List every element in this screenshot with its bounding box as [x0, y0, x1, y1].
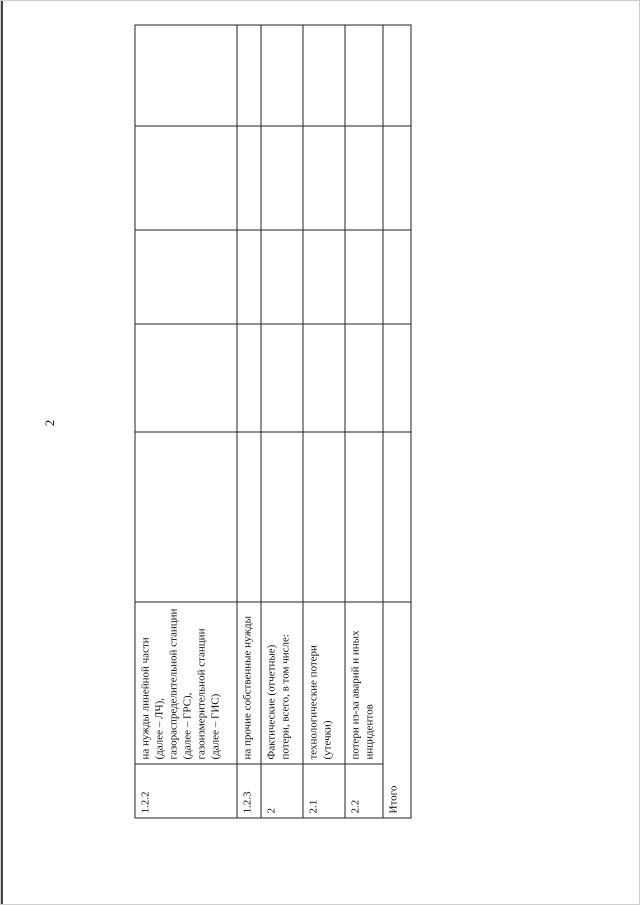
row-name-line: (далее – ЛЧ), [153, 697, 166, 760]
data-cell [345, 230, 383, 324]
row-name-cell [345, 602, 383, 764]
data-cell [345, 324, 383, 432]
data-cell [345, 25, 383, 126]
data-cell [345, 126, 383, 230]
data-cell [237, 25, 261, 126]
data-cell [303, 126, 345, 230]
row-name-cell [261, 602, 303, 764]
table-row [135, 25, 237, 818]
row-name-line: потери, всего, в том числе: [279, 634, 292, 760]
data-cell [237, 230, 261, 324]
table-row [303, 25, 345, 818]
row-name-cell [237, 602, 261, 764]
row-name-cell [135, 602, 237, 764]
data-cell [135, 25, 237, 126]
data-cell [135, 324, 237, 432]
data-cell [383, 230, 411, 324]
data-cell [261, 432, 303, 602]
rotated-table-wrapper [135, 26, 411, 819]
data-cell [237, 432, 261, 602]
data-cell [303, 324, 345, 432]
row-name-cell [303, 602, 345, 764]
total-label: Итого [387, 785, 400, 814]
row-name-line: (далее – ГИС) [209, 693, 222, 760]
data-cell [303, 432, 345, 602]
row-name-line: газоизмерительной станции [195, 628, 208, 760]
data-cell [383, 324, 411, 432]
row-number-cell [303, 764, 345, 818]
data-cell [383, 126, 411, 230]
row-number: 2.1 [307, 799, 320, 814]
row-name-line: газораспределительной станции [167, 608, 180, 760]
data-cell [237, 324, 261, 432]
row-number: 1.2.3 [241, 791, 254, 814]
row-number-cell [261, 764, 303, 818]
table-row [237, 25, 261, 818]
data-cell [383, 25, 411, 126]
table-row-total [383, 25, 411, 818]
data-cell [135, 432, 237, 602]
row-number: 2.2 [349, 799, 362, 814]
scan-edge [0, 0, 3, 905]
row-name-line: Фактические (отчетные) [265, 644, 278, 760]
row-number: 1.2.2 [139, 791, 152, 814]
data-cell [261, 25, 303, 126]
row-name-line: потери из-за аварий и иных [349, 630, 362, 760]
row-name-line: на прочие собственные нужды [241, 616, 254, 760]
row-number: 2 [265, 808, 278, 814]
row-name-line: (далее – ГРС), [181, 692, 194, 760]
row-number-cell [345, 764, 383, 818]
total-label-cell [383, 602, 411, 818]
row-number-cell [237, 764, 261, 818]
page-number: 2 [42, 419, 57, 427]
table-row [345, 25, 383, 818]
data-cell [261, 230, 303, 324]
data-cell [303, 25, 345, 126]
data-cell [261, 324, 303, 432]
data-cell [303, 230, 345, 324]
data-cell [345, 432, 383, 602]
row-number-cell [135, 764, 237, 818]
row-name-line: на нужды линейной части [139, 637, 152, 760]
losses-table [135, 25, 412, 819]
data-cell [237, 126, 261, 230]
data-cell [135, 126, 237, 230]
table-row [261, 25, 303, 818]
data-cell [261, 126, 303, 230]
row-name-line: (утечки) [321, 720, 334, 760]
data-cell [135, 230, 237, 324]
data-cell [383, 432, 411, 602]
row-name-line: инцидентов [363, 704, 376, 760]
row-name-line: технологические потери [307, 645, 320, 760]
